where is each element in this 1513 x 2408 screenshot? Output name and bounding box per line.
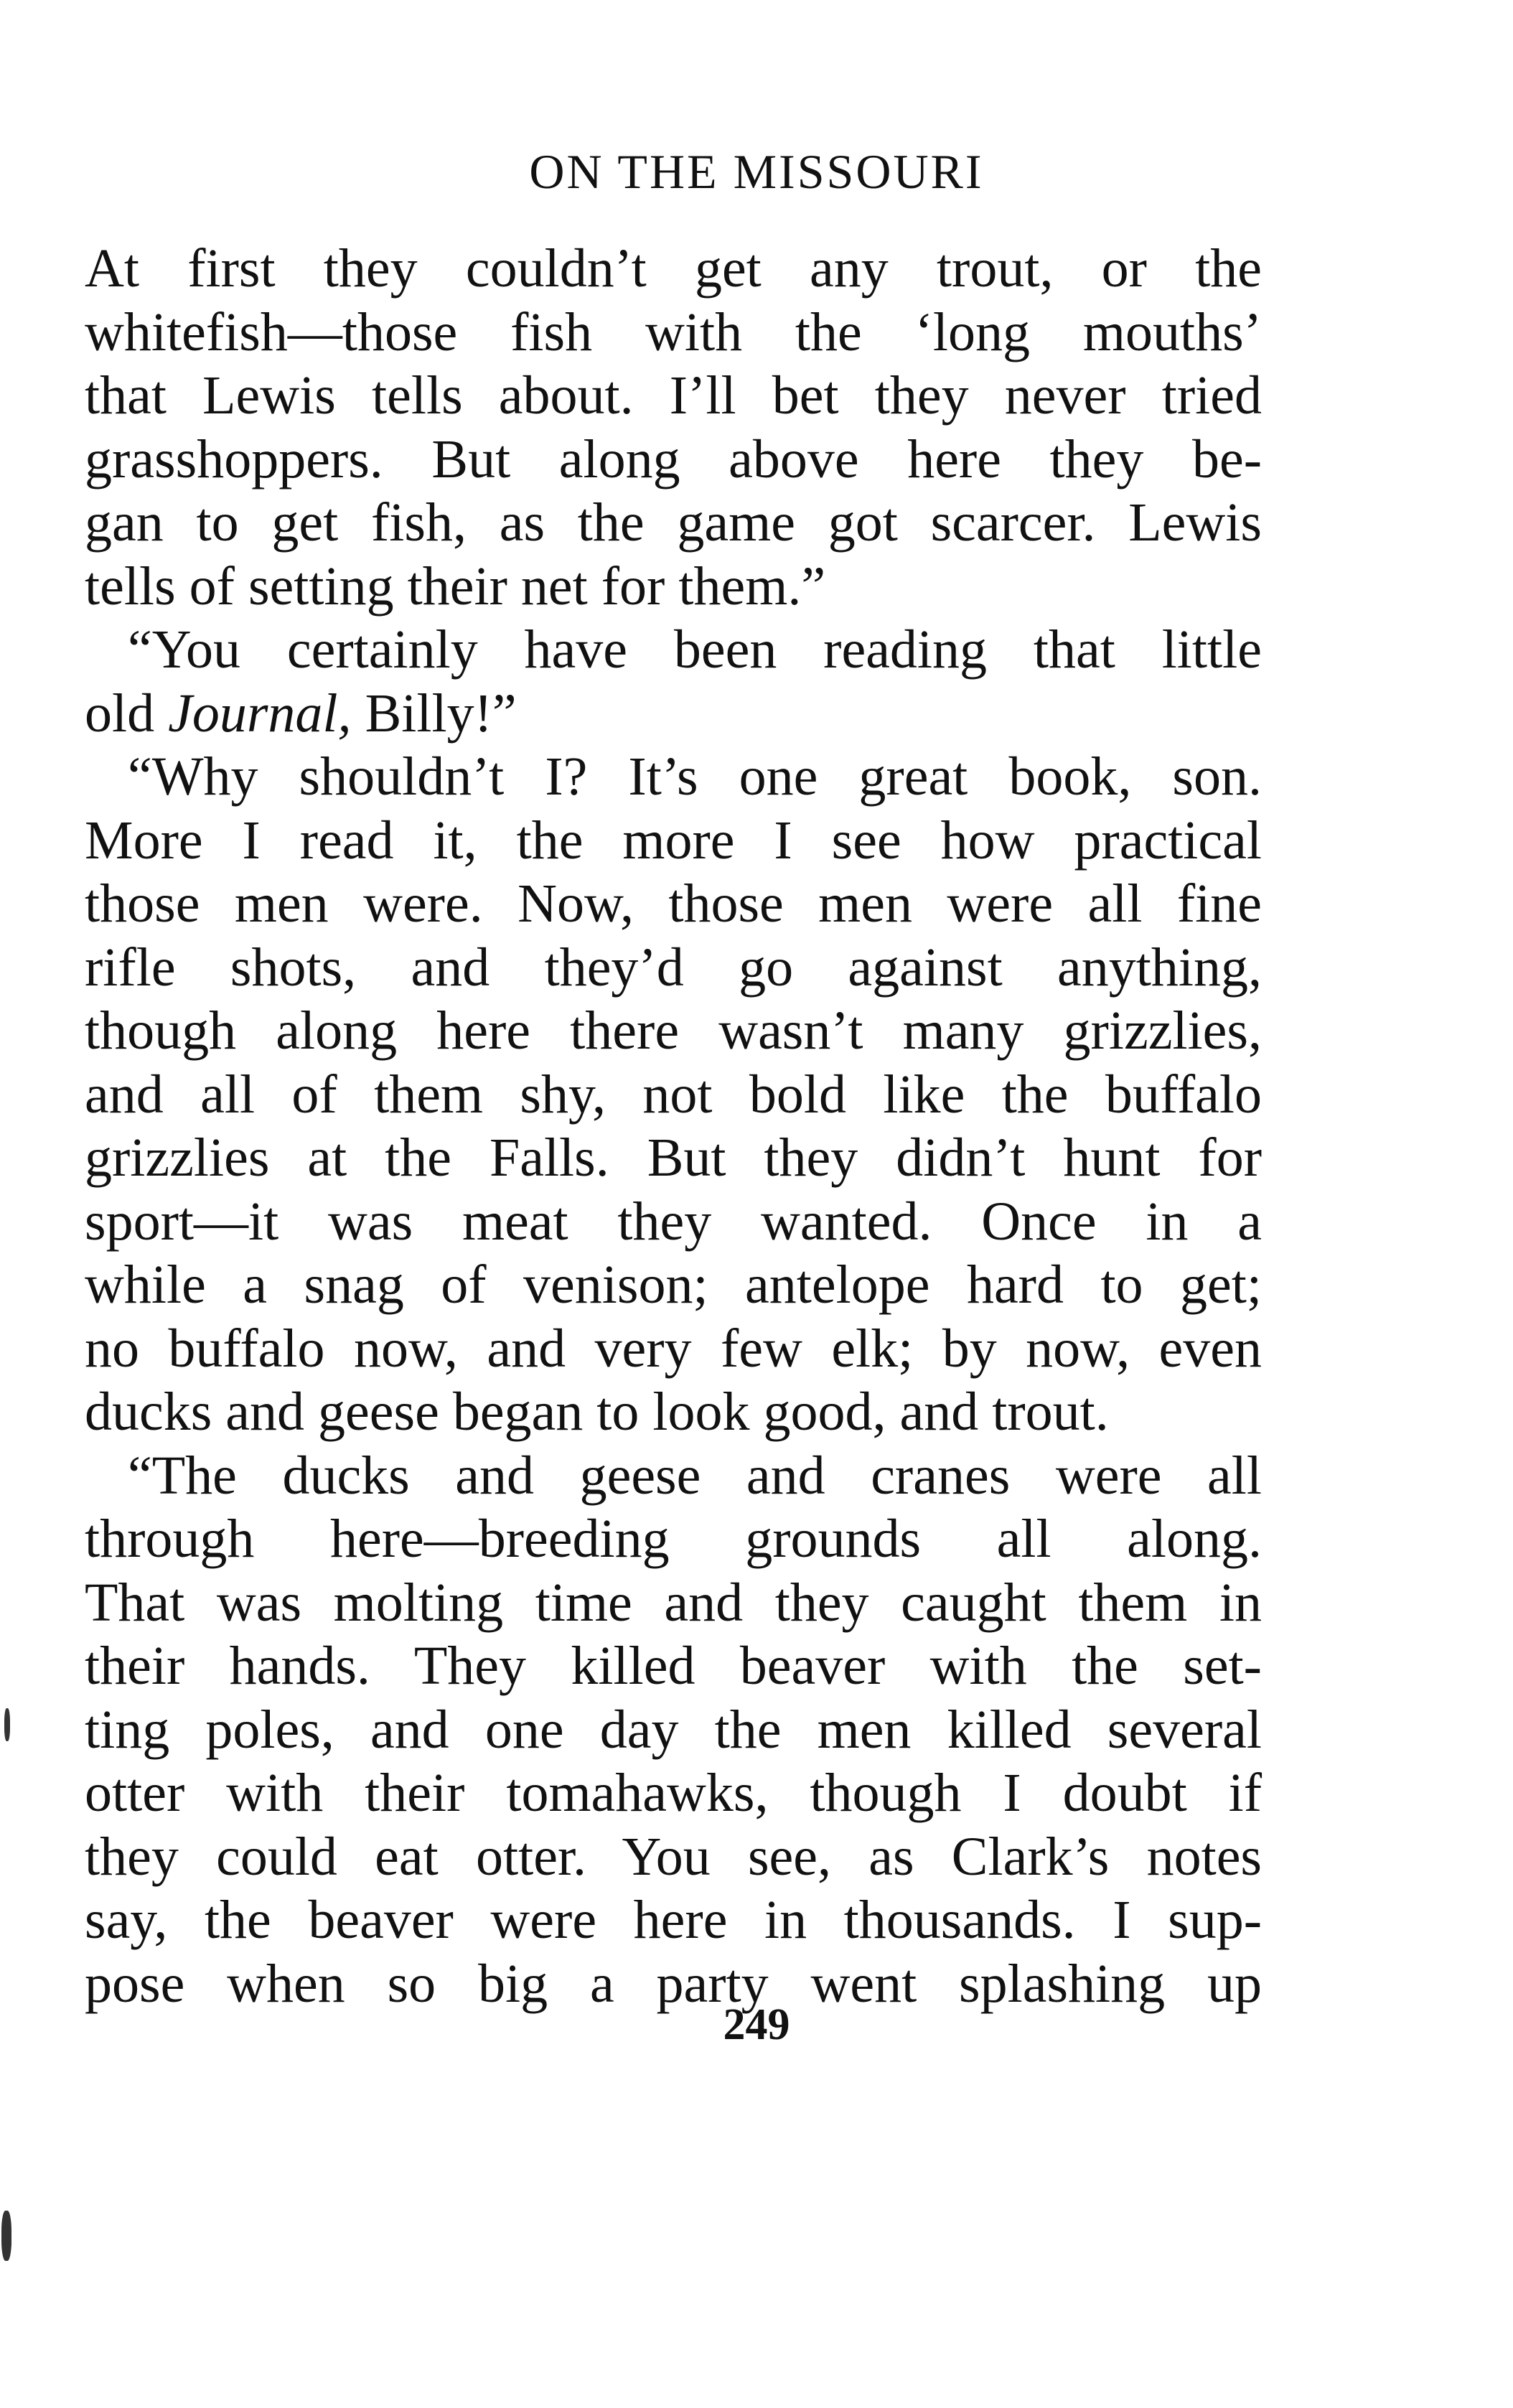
italic-title: Journal,	[168, 683, 352, 744]
scan-speck	[7, 2232, 11, 2249]
text-line: they could eat otter. You see, as Clark’s notes	[85, 1826, 1262, 1887]
text-line: sport—it was meat they wanted. Once in a	[85, 1191, 1262, 1252]
text-line: those men were. Now, those men were all fine	[85, 873, 1262, 934]
text-line: tells of setting their net for them.”	[85, 556, 826, 617]
text-line: More I read it, the more I see how practical	[85, 810, 1262, 871]
text-line: “Why shouldn’t I? It’s one great book, son.	[128, 746, 1262, 807]
page-number: 249	[723, 2000, 790, 2049]
text-line: grasshoppers. But along above here they be-	[85, 428, 1262, 489]
text-line: At first they couldn’t get any trout, or the	[85, 238, 1262, 299]
text-line: otter with their tomahawks, though I doubt if	[85, 1763, 1262, 1823]
text-line: gan to get fish, as the game got scarcer. Lewis	[85, 492, 1262, 553]
text-line: through here—breeding grounds all along.	[85, 1509, 1262, 1569]
text-line: That was molting time and they caught them in	[85, 1572, 1262, 1633]
text-line: no buffalo now, and very few elk; by now, even	[85, 1318, 1262, 1379]
text-line: pose when so big a party went splashing up	[85, 1953, 1262, 2014]
scan-speck	[4, 1708, 10, 1741]
text-line: grizzlies at the Falls. But they didn’t hunt for	[85, 1128, 1262, 1188]
text-line: ducks and geese began to look good, and trout.	[85, 1382, 1109, 1442]
text-line	[85, 682, 1262, 746]
text-line: while a snag of venison; antelope hard to get;	[85, 1255, 1262, 1315]
text-segment: Billy!”	[351, 683, 517, 744]
running-head: ON THE MISSOURI	[529, 144, 984, 199]
text-line: ting poles, and one day the men killed several	[85, 1699, 1262, 1760]
text-line: whitefish—those fish with the ‘long mouths’	[85, 301, 1262, 362]
text-line: and all of them shy, not bold like the buffalo	[85, 1064, 1262, 1125]
body-text	[85, 237, 1262, 2015]
text-line: their hands. They killed beaver with the set-	[85, 1636, 1262, 1696]
text-line: though along here there wasn’t many grizzlies,	[85, 1001, 1262, 1061]
text-segment: old	[85, 683, 169, 744]
text-line: that Lewis tells about. I’ll bet they never tried	[85, 365, 1262, 426]
text-line: say, the beaver were here in thousands. I sup-	[85, 1890, 1262, 1950]
text-line: “The ducks and geese and cranes were all	[128, 1445, 1262, 1506]
text-line: rifle shots, and they’d go against anything,	[85, 937, 1262, 998]
text-line: “You certainly have been reading that little	[128, 619, 1262, 680]
